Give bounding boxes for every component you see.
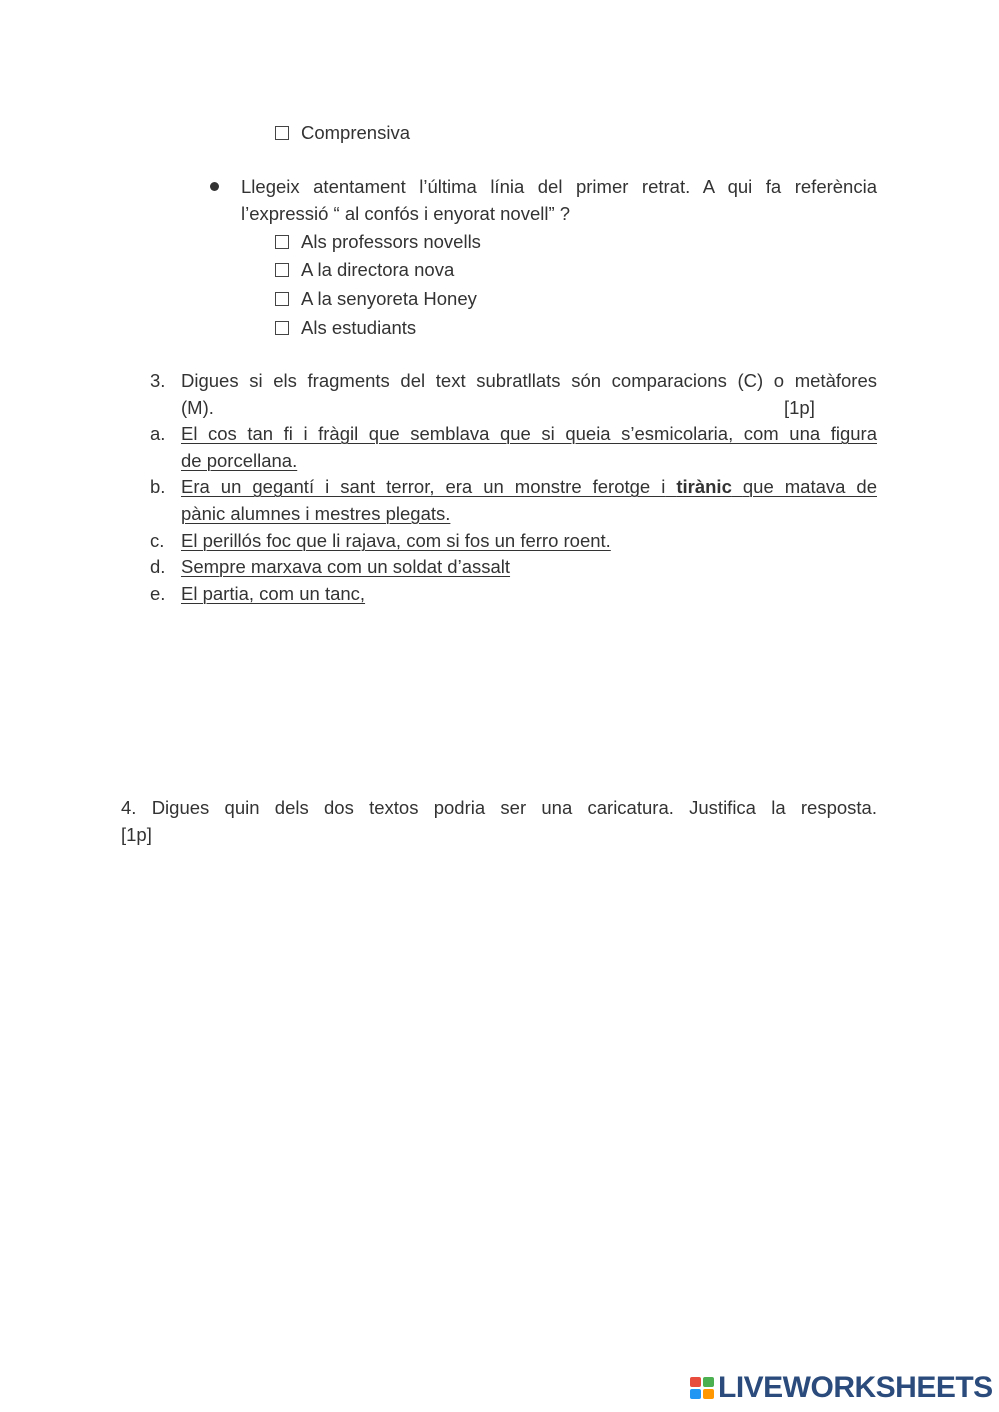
question-4-line-1: 4. Digues quin dels dos textos podria ser una caricatura. Justifica la resposta. bbox=[121, 797, 877, 818]
question-4 bbox=[121, 794, 877, 847]
item-b-line-1 bbox=[181, 474, 877, 501]
item-b-line-1-part-b: que matava de bbox=[742, 476, 877, 497]
item-b-line-1-part-a: Era un gegantí i sant terror, era un monstre ferotge i bbox=[181, 476, 666, 497]
question-3-line-2 bbox=[181, 395, 877, 422]
item-b-marker: b. bbox=[150, 476, 166, 497]
item-b bbox=[181, 474, 877, 527]
item-c-marker: c. bbox=[150, 530, 165, 551]
item-e-marker: e. bbox=[150, 583, 166, 604]
bullet-question-line-1: Llegeix atentament l’última línia del primer retrat. A qui fa referència bbox=[241, 176, 877, 197]
item-d-line-1: Sempre marxava com un soldat d’assalt bbox=[181, 556, 511, 577]
question-3-line-1: Digues si els fragments del text subratllats són comparacions (C) o metàfores bbox=[181, 370, 877, 391]
question-3-prompt bbox=[181, 368, 877, 421]
option-label: Comprensiva bbox=[301, 122, 410, 143]
liveworksheets-logo-text: LIVEWORKSHEETS bbox=[718, 1371, 993, 1404]
item-e-line-1: El partia, com un tanc, bbox=[181, 583, 366, 604]
bullet-icon bbox=[210, 182, 219, 191]
item-e bbox=[181, 581, 877, 608]
checkbox[interactable] bbox=[275, 263, 289, 277]
checkbox[interactable] bbox=[275, 321, 289, 335]
question-4-line-2: [1p] bbox=[121, 823, 152, 845]
checkbox[interactable] bbox=[275, 235, 289, 249]
item-a-line-2: de porcellana. bbox=[181, 449, 298, 471]
question-3-points: [1p] bbox=[784, 396, 815, 418]
question-3-line-2-text: (M). bbox=[181, 396, 214, 418]
option-label: A la directora nova bbox=[301, 259, 455, 280]
option-label: Als estudiants bbox=[301, 317, 417, 338]
bullet-question bbox=[241, 173, 877, 226]
item-a-marker: a. bbox=[150, 423, 166, 444]
liveworksheets-logo-icon bbox=[690, 1376, 716, 1400]
question-3-number: 3. bbox=[150, 370, 166, 391]
bullet-question-line-2: l’expressió “ al confós i enyorat novell” ? bbox=[241, 202, 571, 224]
checkbox[interactable] bbox=[275, 292, 289, 306]
option-professors[interactable] bbox=[275, 229, 481, 255]
item-a-line-1: El cos tan fi i fràgil que semblava que si queia s’esmicolaria, com una figura bbox=[181, 423, 877, 444]
item-b-line-2: pànic alumnes i mestres plegats. bbox=[181, 502, 451, 524]
item-d-marker: d. bbox=[150, 556, 166, 577]
option-honey[interactable] bbox=[275, 286, 477, 312]
item-b-bold-word: tirànic bbox=[676, 476, 732, 497]
option-label: A la senyoreta Honey bbox=[301, 288, 477, 309]
item-c bbox=[181, 528, 877, 555]
item-c-line-1: El perillós foc que li rajava, com si fos un ferro roent. bbox=[181, 530, 611, 551]
option-estudiants[interactable] bbox=[275, 315, 416, 341]
item-d bbox=[181, 554, 877, 581]
checkbox[interactable] bbox=[275, 126, 289, 140]
option-directora[interactable] bbox=[275, 257, 454, 283]
option-label: Als professors novells bbox=[301, 231, 481, 252]
option-comprensiva[interactable] bbox=[275, 120, 410, 146]
item-a bbox=[181, 421, 877, 474]
liveworksheets-logo bbox=[690, 1370, 993, 1406]
